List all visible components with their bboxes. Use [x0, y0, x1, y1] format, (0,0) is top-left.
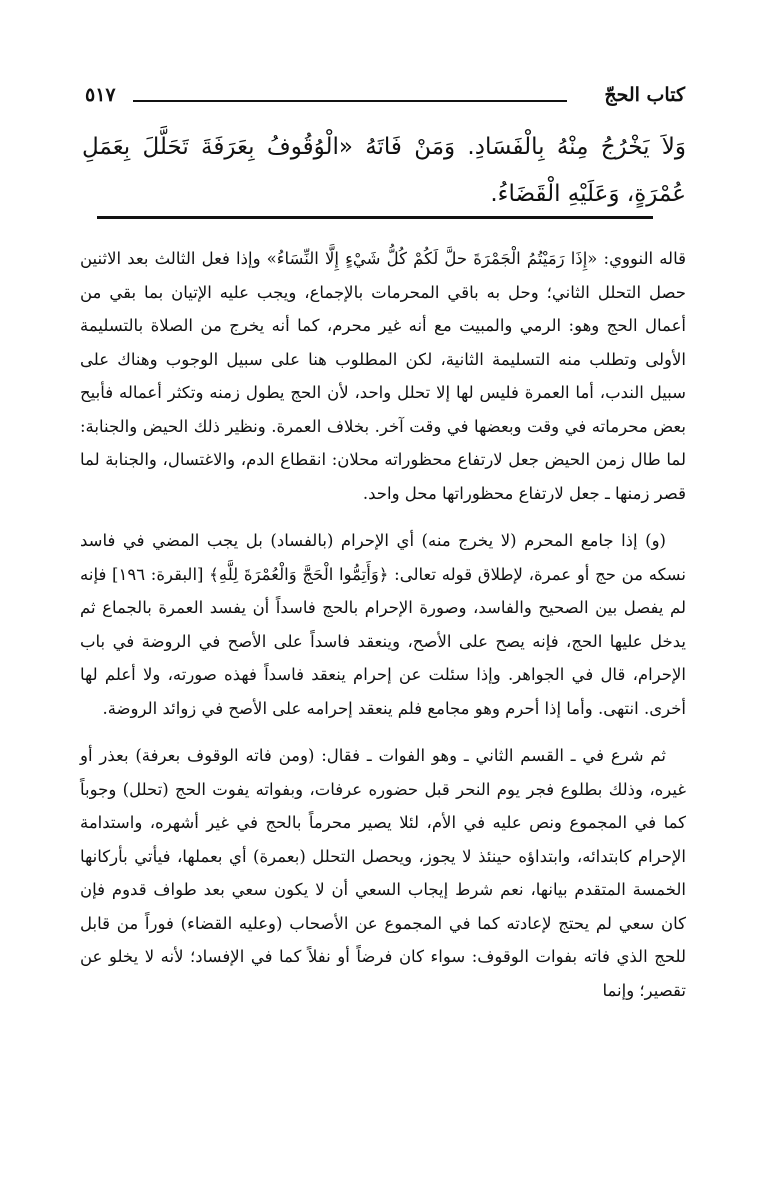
page-header — [85, 78, 685, 114]
paragraph: ثم شرع في ـ القسم الثاني ـ وهو الفوات ـ فقال: (ومن فاته الوقوف بعرفة) بعذر أو غيره، وذلك بطلوع فجر يوم النحر قبل حضوره عرفات، وبفواته يفوت الحج (تحلل) وجوباً كما في المجموع ونص عليه في الأم، لئلا يصير محرماً بالحج في غير أشهره، واستدامة الإحرام كابتدائه، وابتداؤه حينئذ لا يجوز، ويحصل التحلل (بعمرة) أي بعملها، فيأتي بأركانها الخمسة المتقدم بيانها، نعم شرط إيجاب السعي أن لا يكون سعي بعد طواف قدوم فإن كان سعي لم يحتج لإعادته كما في المجموع عن الأصحاب (وعليه القضاء) فوراً من قابل للحج الذي فاته بفوات الوقوف: سواء كان فرضاً أو نفلاً كما في الإفساد؛ لأنه لا يخلو عن تقصير؛ وإنما — [80, 746, 686, 1000]
header-rule — [133, 100, 567, 102]
commentary-body — [80, 242, 686, 1021]
chapter-title: كتاب الحجّ — [604, 84, 685, 106]
matn-text: وَلاَ يَخْرُجُ مِنْهُ بِالْفَسَادِ. وَمَنْ فَاتَهُ «الْوُقُوفُ بِعَرَفَةَ تَحَلَّلَ بِعَمَلِ عُمْرَةٍ، وَعَلَيْهِ الْقَضَاءُ. — [82, 134, 686, 207]
paragraph: (و) إذا جامع المحرم (لا يخرج منه) أي الإحرام (بالفساد) بل يجب المضي في فاسد نسكه من حج أو عمرة، لإطلاق قوله تعالى: ﴿وَأَتِمُّوا الْحَجَّ وَالْعُمْرَةَ لِلَّهِ﴾ [البقرة: ١٩٦] فإنه لم يفصل بين الصحيح والفاسد، وصورة الإحرام بالحج فاسداً أن يفسد العمرة بالجماع ثم يدخل عليها الحج، فإنه يصح على الأصح، وينعقد فاسداً على الأصح في الروضة في باب الإحرام، قال في الجواهر. وإذا سئلت عن إحرام ينعقد فاسداً فهذه صورته، ولا أعلم لها أخرى. انتهى. وأما إذا أحرم وهو مجامع فلم ينعقد إحرامه على الأصح في زوائد الروضة. — [80, 531, 686, 718]
matn-separator — [97, 216, 653, 219]
page-number: ٥١٧ — [85, 84, 116, 106]
paragraph: قاله النووي: «إِذَا رَمَيْتُمُ الْجَمْرَةَ حلَّ لَكُمْ كُلُّ شَيْءٍ إِلَّا النِّسَاءُ» وإذا فعل الثالث بعد الاثنين حصل التحلل الثاني؛ وحل به باقي المحرمات بالإجماع، ويجب عليه الإتيان بما بقي من أعمال الحج وهو: الرمي والمبيت مع أنه غير محرم، كما أنه يخرج من الصلاة بالتسليمة الأولى وتطلب منه التسليمة الثانية، لكن المطلوب هنا على سبيل الوجوب وهناك على سبيل الندب، أما العمرة فليس لها إلا تحلل واحد، لأن الحج يطول زمنه وتكثر أعماله فأبيح بعض محرماته في وقت وبعضها في وقت آخر. بخلاف العمرة. ونظير ذلك الحيض والجنابة: لما طال زمن الحيض جعل لارتفاع محظوراته محلان: انقطاع الدم، والاغتسال، والجنابة لما قصر زمنها ـ جعل لارتفاع محظوراتها محل واحد. — [80, 249, 686, 503]
